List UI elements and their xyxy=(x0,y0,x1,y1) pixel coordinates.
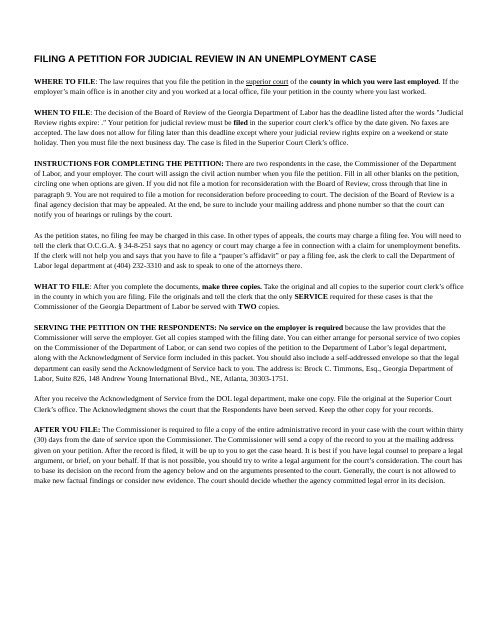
after-you-file-paragraph xyxy=(34,425,464,486)
instructions-paragraph xyxy=(34,159,464,220)
after-you-file-text: The Commissioner is required to file a copy of the entire administrative record in your case with the court within thirty (30) days from the date of service upon the Commissioner. The Commissioner will send a copy of the record to you at the mailing address given on your petition. After the record is filed, it will be up to you to get the case heard. It is best if you have legal counsel to prepare a legal argument, or brief, on your behalf. If that is not possible, you should try to write a legal argument for the court’s consideration. The court has to base its decision on the record from the agency below and on the arguments presented to the court. Generally, the court is not allowed to make new factual findings or consider new evidence. The court should decide whether the agency committed legal error in its decision. xyxy=(34,425,464,486)
where-to-file-text-2: of the xyxy=(288,77,310,86)
instructions-text: There are two respondents in the case, the Commissioner of the Department of Labor, and your employer. The court will assign the civil action number when you file the petition. Fill in all other blanks on the petition, circling one when options are given. If you did not file a motion for reconsideration with the Board of Review, cross through that line in paragraph 9. You are not required to file a motion for reconsideration before proceeding to court. The decision of the Board of Review is a final agency decision that may be appealed. At the end, be sure to include your mailing address and phone number so that the court can notify you of hearings or rulings by the court. xyxy=(34,159,459,220)
serving-petition-paragraph xyxy=(34,323,464,384)
serving-petition-text: because the law provides that the Commissioner will serve the employer. Get all copies stamped with the filing date. You can either arrange for personal service of two copies on the Commissioner of the Department of Labor, or can send two copies of the petition to the Department of Labor’s legal department, along with the Acknowledgment of Service form included in this packet. You should also include a self-addressed envelope so that the legal department can easily send the Acknowledgment of Service back to you. The address is: Brock C. Timmons, Esq., Georgia Department of Labor, Suite 826, 148 Andrew Young International Blvd., NE, Atlanta, 30303-1751. xyxy=(34,322,461,383)
where-to-file-heading: WHERE TO FILE xyxy=(34,77,96,86)
when-to-file-paragraph xyxy=(34,108,464,149)
what-to-file-heading: WHAT TO FILE xyxy=(34,281,90,291)
what-to-file-text-3: required for these cases is that the Commissioner of the Georgia Department of Labor be served with xyxy=(34,292,433,312)
what-to-file-text-4: copies. xyxy=(256,302,280,312)
two-bold: TWO xyxy=(238,302,257,312)
what-to-file-text-1: : After you complete the documents, xyxy=(89,281,202,291)
document-title: FILING A PETITION FOR JUDICIAL REVIEW IN AN UNEMPLOYMENT CASE xyxy=(34,54,377,65)
after-you-file-heading: AFTER YOU FILE: xyxy=(34,425,101,435)
serving-petition-heading: SERVING THE PETITION ON THE RESPONDENTS: No service on the employer is required xyxy=(34,322,344,332)
where-to-file-paragraph xyxy=(34,77,464,97)
filing-fee-text: As the petition states, no filing fee may be charged in this case. In other types of appeals, the courts may charge a filing fee. You will need to tell the clerk that O.C.G.A. § 34-8-251 says that no agency or court may charge a fee in connection with a claim for unemployment benefits. If the clerk will not help you and says that you have to file a “pauper’s affidavit” or pay a filing fee, ask the clerk to call the Department of Labor legal department at (404) 232-3310 and ask to speak to one of the attorneys there. xyxy=(34,230,462,271)
what-to-file-paragraph xyxy=(34,282,464,313)
document-page xyxy=(34,54,464,497)
filing-fee-paragraph xyxy=(34,231,464,272)
superior-court-underlined: superior court xyxy=(245,77,289,86)
where-to-file-text-3: . If the employer’s main office is in another city and you worked at a local office, file your petition in the county where you last worked. xyxy=(34,77,459,97)
county-last-employed-bold: county in which you were last employed xyxy=(309,77,439,86)
acknowledgment-text: After you receive the Acknowledgment of Service from the DOL legal department, make one copy. File the original at the Superior Court Clerk’s office. The Acknowledgment shows the court that the Respondents have been served. Keep the other copy for your records. xyxy=(34,394,452,414)
when-to-file-text-2: in the superior court clerk’s office by the date given. No faxes are accepted. The law does not allow for filing later than this deadline except where your judicial review rights expire on a weekend or state holiday. Then you must file the next business day. The case is filed in the Superior Court Clerk’s office. xyxy=(34,118,449,148)
where-to-file-text-1: : The law requires that you file the petition in the xyxy=(95,77,246,86)
when-to-file-text-1: : The decision of the Board of Review of the Georgia Department of Labor has the deadline listed after the words "Judicial Review rights expire: ." Your petition for judicial review must be xyxy=(34,107,464,127)
instructions-heading: INSTRUCTIONS FOR COMPLETING THE PETITION: xyxy=(34,159,224,168)
when-to-file-heading: WHEN TO FILE xyxy=(34,107,91,117)
acknowledgment-paragraph xyxy=(34,394,464,414)
filed-bold: filed xyxy=(233,118,248,127)
what-to-file-text-2: Take the original and all copies to the superior court clerk’s office in the county in which you are filing. File the originals and tell the clerk that the only xyxy=(34,281,464,302)
make-three-copies-bold: make three copies. xyxy=(201,281,262,291)
service-bold: SERVICE xyxy=(294,292,328,302)
